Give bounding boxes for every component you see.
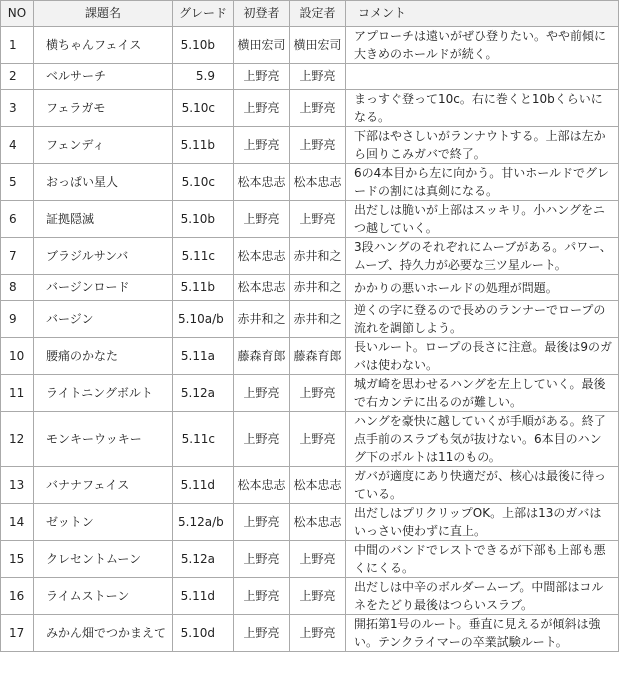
table-row <box>1 541 619 578</box>
table-row <box>1 164 619 201</box>
cell-first-ascent: 松本忠志 <box>234 467 290 504</box>
cell-grade: 5.11b <box>173 275 234 301</box>
cell-route-name: バナナフェイス <box>34 467 173 504</box>
cell-grade: 5.11c <box>173 412 234 467</box>
cell-setter: 赤井和之 <box>290 301 346 338</box>
cell-setter: 松本忠志 <box>290 504 346 541</box>
cell-grade: 5.10d <box>173 615 234 652</box>
cell-route-name: おっぱい星人 <box>34 164 173 201</box>
cell-grade: 5.10b <box>173 201 234 238</box>
cell-grade: 5.10c <box>173 164 234 201</box>
cell-grade: 5.10c <box>173 90 234 127</box>
cell-comment: アプローチは遠いがぜひ登りたい。やや前傾に大きめのホールドが続く。 <box>346 27 619 64</box>
cell-comment <box>346 64 619 90</box>
cell-comment: 3段ハングのそれぞれにムーブがある。パワー、ムーブ、持久力が必要な三ツ星ルート。 <box>346 238 619 275</box>
cell-grade: 5.11a <box>173 338 234 375</box>
cell-setter: 赤井和之 <box>290 238 346 275</box>
cell-route-name: ベルサーチ <box>34 64 173 90</box>
cell-grade: 5.12a/b <box>173 504 234 541</box>
cell-route-name: モンキーウッキー <box>34 412 173 467</box>
cell-grade: 5.11b <box>173 127 234 164</box>
cell-grade: 5.9 <box>173 64 234 90</box>
cell-no: 4 <box>1 127 34 164</box>
cell-first-ascent: 上野亮 <box>234 504 290 541</box>
cell-route-name: ゼットン <box>34 504 173 541</box>
cell-grade: 5.11c <box>173 238 234 275</box>
cell-comment: 中間のバンドでレストできるが下部も上部も悪くにくる。 <box>346 541 619 578</box>
cell-comment: 下部はやさしいがランナウトする。上部は左から回りこみガバで終了。 <box>346 127 619 164</box>
cell-route-name: クレセントムーン <box>34 541 173 578</box>
cell-route-name: フェンディ <box>34 127 173 164</box>
cell-setter: 上野亮 <box>290 90 346 127</box>
cell-setter: 上野亮 <box>290 578 346 615</box>
header-grade: グレード <box>173 1 234 27</box>
cell-comment: 出だしは中辛のボルダームーブ。中間部はコルネをたどり最後はつらいスラブ。 <box>346 578 619 615</box>
table-row <box>1 127 619 164</box>
cell-first-ascent: 上野亮 <box>234 201 290 238</box>
cell-no: 16 <box>1 578 34 615</box>
table-row <box>1 238 619 275</box>
cell-no: 8 <box>1 275 34 301</box>
cell-comment: まっすぐ登って10c。右に巻くと10bくらいになる。 <box>346 90 619 127</box>
cell-no: 7 <box>1 238 34 275</box>
cell-route-name: ブラジルサンバ <box>34 238 173 275</box>
cell-setter: 赤井和之 <box>290 275 346 301</box>
header-row <box>1 1 619 27</box>
cell-first-ascent: 上野亮 <box>234 541 290 578</box>
cell-comment: ガバが適度にあり快適だが、核心は最後に待っている。 <box>346 467 619 504</box>
cell-setter: 上野亮 <box>290 615 346 652</box>
cell-no: 1 <box>1 27 34 64</box>
cell-first-ascent: 松本忠志 <box>234 275 290 301</box>
cell-first-ascent: 横田宏司 <box>234 27 290 64</box>
cell-setter: 上野亮 <box>290 412 346 467</box>
cell-setter: 松本忠志 <box>290 164 346 201</box>
table-row <box>1 275 619 301</box>
table-row <box>1 90 619 127</box>
cell-first-ascent: 松本忠志 <box>234 164 290 201</box>
cell-no: 11 <box>1 375 34 412</box>
cell-setter: 上野亮 <box>290 127 346 164</box>
cell-no: 14 <box>1 504 34 541</box>
cell-comment: 6の4本目から左に向かう。甘いホールドでグレードの割には真剣になる。 <box>346 164 619 201</box>
table-row <box>1 27 619 64</box>
cell-setter: 横田宏司 <box>290 27 346 64</box>
table-row <box>1 338 619 375</box>
cell-first-ascent: 上野亮 <box>234 578 290 615</box>
cell-grade: 5.12a <box>173 541 234 578</box>
cell-route-name: バージンロード <box>34 275 173 301</box>
cell-no: 10 <box>1 338 34 375</box>
table-row <box>1 301 619 338</box>
table-row <box>1 64 619 90</box>
header-comment: コメント <box>346 1 619 27</box>
cell-comment: 逆くの字に登るので長めのランナーでロープの流れを調節しよう。 <box>346 301 619 338</box>
cell-no: 12 <box>1 412 34 467</box>
cell-first-ascent: 藤森育郎 <box>234 338 290 375</box>
cell-route-name: 腰痛のかなた <box>34 338 173 375</box>
table-row <box>1 375 619 412</box>
cell-comment: 開拓第1号のルート。垂直に見えるが傾斜は強い。テンクライマーの卒業試験ルート。 <box>346 615 619 652</box>
cell-no: 5 <box>1 164 34 201</box>
cell-no: 13 <box>1 467 34 504</box>
cell-grade: 5.10a/b <box>173 301 234 338</box>
cell-comment: 長いルート。ロープの長さに注意。最後は9のガバは使わない。 <box>346 338 619 375</box>
cell-no: 9 <box>1 301 34 338</box>
cell-comment: 出だしはプリクリップOK。上部は13のガバはいっさい使わずに直上。 <box>346 504 619 541</box>
cell-no: 17 <box>1 615 34 652</box>
cell-comment: 出だしは脆いが上部はスッキリ。小ハングをニつ越していく。 <box>346 201 619 238</box>
cell-setter: 上野亮 <box>290 541 346 578</box>
table-row <box>1 201 619 238</box>
cell-setter: 上野亮 <box>290 201 346 238</box>
cell-route-name: ライトニングボルト <box>34 375 173 412</box>
cell-first-ascent: 赤井和之 <box>234 301 290 338</box>
table-row <box>1 467 619 504</box>
cell-first-ascent: 上野亮 <box>234 127 290 164</box>
cell-no: 3 <box>1 90 34 127</box>
cell-first-ascent: 上野亮 <box>234 90 290 127</box>
cell-grade: 5.11d <box>173 578 234 615</box>
cell-setter: 松本忠志 <box>290 467 346 504</box>
table-row <box>1 578 619 615</box>
header-first-ascent: 初登者 <box>234 1 290 27</box>
cell-setter: 藤森育郎 <box>290 338 346 375</box>
cell-first-ascent: 松本忠志 <box>234 238 290 275</box>
cell-first-ascent: 上野亮 <box>234 375 290 412</box>
cell-route-name: みかん畑でつかまえて <box>34 615 173 652</box>
cell-grade: 5.10b <box>173 27 234 64</box>
header-setter: 設定者 <box>290 1 346 27</box>
table-row <box>1 412 619 467</box>
cell-comment: ハングを豪快に越していくが手順がある。終了点手前のスラブも気が抜けない。6本目のハング下のボルトは11のもの。 <box>346 412 619 467</box>
header-name: 課題名 <box>34 1 173 27</box>
cell-setter: 上野亮 <box>290 64 346 90</box>
table-row <box>1 504 619 541</box>
cell-route-name: フェラガモ <box>34 90 173 127</box>
cell-grade: 5.11d <box>173 467 234 504</box>
cell-route-name: ライムストーン <box>34 578 173 615</box>
cell-route-name: 横ちゃんフェイス <box>34 27 173 64</box>
cell-first-ascent: 上野亮 <box>234 615 290 652</box>
cell-no: 6 <box>1 201 34 238</box>
cell-route-name: 証拠隠滅 <box>34 201 173 238</box>
table-row <box>1 615 619 652</box>
cell-comment: かかりの悪いホールドの処理が問題。 <box>346 275 619 301</box>
cell-route-name: バージン <box>34 301 173 338</box>
cell-grade: 5.12a <box>173 375 234 412</box>
cell-no: 15 <box>1 541 34 578</box>
cell-first-ascent: 上野亮 <box>234 412 290 467</box>
cell-setter: 上野亮 <box>290 375 346 412</box>
cell-no: 2 <box>1 64 34 90</box>
cell-comment: 城ガ崎を思わせるハングを左上していく。最後で右カンテに出るのが難しい。 <box>346 375 619 412</box>
header-no: NO <box>1 1 34 27</box>
cell-first-ascent: 上野亮 <box>234 64 290 90</box>
